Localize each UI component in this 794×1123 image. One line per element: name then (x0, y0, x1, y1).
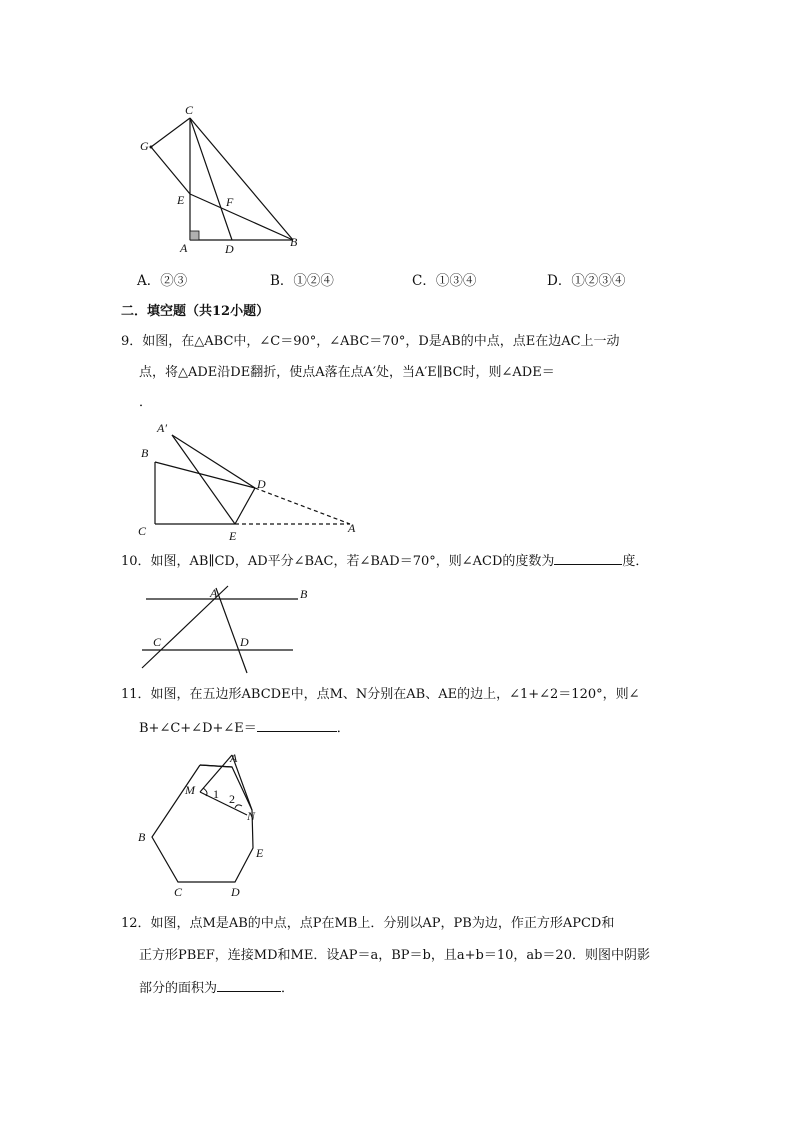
label-A: A (230, 751, 238, 765)
option-d[interactable]: D．①②③④ (547, 273, 626, 289)
q11-answer-blank[interactable] (257, 718, 337, 732)
label-D: D (231, 885, 240, 899)
label-C: C (153, 635, 162, 649)
q12-line2: 正方形PBEF，连接MD和ME．设AP＝a，BP＝b，且a+b＝10，ab＝20．则图中阴影 (139, 948, 650, 963)
label-B: B (141, 446, 149, 460)
figure-q10 (130, 580, 330, 680)
figure-q9 (130, 415, 370, 545)
q10-text: 10．如图，AB∥CD，AD平分∠BAC，若∠BAD＝70°，则∠ACD的度数为 度． (121, 551, 648, 571)
q9-line1: 9．如图，在△ABC中，∠C＝90°，∠ABC＝70°，D是AB的中点，点E在边AC上一动 (121, 334, 620, 349)
label-B: B (290, 235, 298, 249)
label-F: F (226, 195, 234, 209)
label-D: D (225, 242, 234, 256)
q11-line2: B+∠C+∠D+∠E＝ ． (139, 718, 350, 738)
q9-line3: ． (139, 395, 153, 410)
label-M: M (185, 783, 195, 797)
label-C: C (185, 103, 194, 117)
label-E: E (177, 193, 185, 207)
q12-answer-blank[interactable] (217, 978, 281, 992)
section-title: 二．填空题（共12小题） (121, 304, 270, 319)
label-angle-2: 2 (229, 792, 235, 806)
label-E: E (256, 846, 264, 860)
label-A: A (180, 241, 188, 255)
label-B: B (138, 830, 146, 844)
label-D: D (257, 477, 266, 491)
q10-answer-blank[interactable] (554, 551, 622, 565)
label-angle-1: 1 (213, 787, 219, 801)
label-G: G (140, 139, 149, 153)
label-B: B (300, 587, 308, 601)
label-C: C (174, 885, 183, 899)
figure-q8 (130, 100, 310, 260)
option-a[interactable]: A．②③ (137, 273, 188, 289)
label-A: A (210, 586, 218, 600)
label-A: A (348, 521, 356, 535)
q12-line3: 部分的面积为 ． (139, 978, 294, 998)
q12-line1: 12．如图，点M是AB的中点，点P在MB上．分别以AP，PB为边，作正方形APCD和 (121, 916, 615, 931)
label-C: C (138, 524, 147, 538)
figure-q11 (130, 745, 280, 900)
label-A-prime: A′ (157, 421, 167, 435)
label-D: D (240, 635, 249, 649)
q9-line2: 点，将△ADE沿DE翻折，使点A落在点A′处，当A′E∥BC时，则∠ADE＝ (139, 365, 555, 380)
label-E: E (229, 529, 237, 543)
option-b[interactable]: B．①②④ (270, 273, 334, 289)
label-N: N (247, 809, 256, 823)
q11-line1: 11．如图，在五边形ABCDE中，点M、N分别在AB、AE的边上，∠1+∠2＝120°，则∠ (121, 687, 640, 702)
option-c[interactable]: C．①③④ (412, 273, 477, 289)
